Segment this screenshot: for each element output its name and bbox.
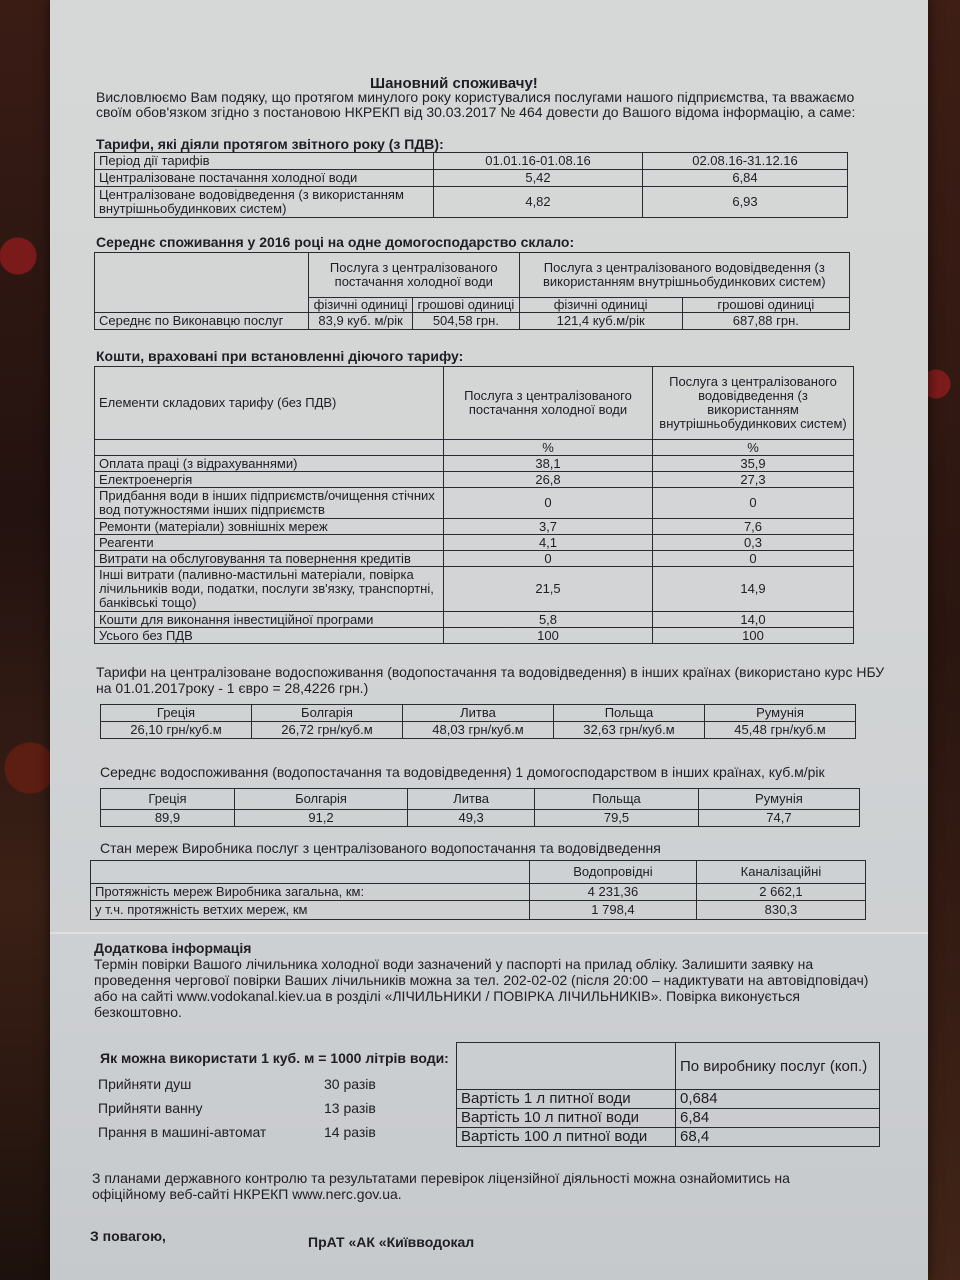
- foreign-consumption-table: [100, 788, 860, 827]
- table-cell: 01.01.16-01.08.16: [434, 153, 643, 170]
- table-cell: 35,9: [653, 456, 854, 472]
- table-row: [95, 187, 848, 218]
- table-row: [95, 313, 850, 330]
- table-cell: Витрати на обслуговування та повернення кредитів: [95, 551, 444, 567]
- table-header: Болгарія: [252, 705, 403, 722]
- table-cell: у т.ч. протяжність ветхих мереж, км: [91, 901, 530, 920]
- signature-regards: З повагою,: [90, 1228, 166, 1244]
- table-row: [95, 567, 854, 612]
- usage-value: 30 разів: [324, 1076, 376, 1092]
- table-cell: 6,84: [643, 170, 848, 187]
- table-cell: фізичні одиниці: [519, 298, 682, 313]
- usage-value: 13 разів: [324, 1100, 376, 1116]
- intro-text: Висловлюємо Вам подяку, що протягом минулого року користувалися послугами нашого підприємства, та вважаємо своїм обов'язком згідно з постановою НКРЕКП від 30.03.2017 № 464 довести до Вашого відома інформацію, а саме:: [96, 89, 856, 120]
- table-cell: 48,03 грн/куб.м: [403, 722, 554, 739]
- price-table: [456, 1042, 880, 1147]
- table-cell: 89,9: [101, 810, 235, 827]
- table-cell: Реагенти: [95, 535, 444, 551]
- table-row: [95, 472, 854, 488]
- table-header: Послуга з централізованого постачання холодної води: [309, 253, 520, 298]
- additional-heading: Додаткова інформація: [94, 940, 252, 956]
- table-cell: 830,3: [696, 901, 865, 920]
- table-cell: 687,88 грн.: [682, 313, 849, 330]
- table-cell: 26,10 грн/куб.м: [101, 722, 252, 739]
- table-cell: 0,684: [676, 1090, 880, 1109]
- table-cell: Протяжність мереж Виробника загальна, км:: [91, 884, 530, 901]
- table-cell: Середнє по Виконавцю послуг: [95, 313, 309, 330]
- table-row: [95, 367, 854, 440]
- tariffs-heading: Тарифи, які діяли протягом звітного року (з ПДВ):: [96, 136, 444, 152]
- table-row: [457, 1128, 880, 1147]
- table-cell: 4 231,36: [530, 884, 697, 901]
- table-cell: грошові одиниці: [682, 298, 849, 313]
- table-header: Каналізаційні: [696, 861, 865, 884]
- costs-heading: Кошти, враховані при встановленні діючого тарифу:: [96, 348, 464, 364]
- table-cell: 121,4 куб.м/рік: [519, 313, 682, 330]
- table-cell: 45,48 грн/куб.м: [705, 722, 856, 739]
- table-cell: 0: [444, 551, 653, 567]
- table-header: Румунія: [705, 705, 856, 722]
- document-title: Шановний споживачу!: [370, 75, 538, 92]
- table-cell: [457, 1043, 676, 1090]
- table-cell: 3,7: [444, 519, 653, 535]
- consumption-table: [94, 252, 850, 330]
- table-cell: 74,7: [698, 810, 859, 827]
- table-header: Румунія: [698, 789, 859, 810]
- table-cell: 26,72 грн/куб.м: [252, 722, 403, 739]
- table-row: [95, 456, 854, 472]
- paper-fold: [50, 932, 928, 934]
- table-cell: 49,3: [408, 810, 535, 827]
- table-row: [95, 519, 854, 535]
- table-cell: Інші витрати (паливно-мастильні матеріали, повірка лічильників води, податки, послуги зв'язку, транспортні, банківські тощо): [95, 567, 444, 612]
- table-header: Польща: [554, 705, 705, 722]
- table-cell: Вартість 1 л питної води: [457, 1090, 676, 1109]
- table-header: Послуга з централізованого водовідведення (з використанням внутрішньобудинкових систем): [653, 367, 854, 440]
- table-row: [95, 551, 854, 567]
- table-cell: 100: [444, 628, 653, 644]
- table-row: [91, 861, 866, 884]
- table-cell: Усього без ПДВ: [95, 628, 444, 644]
- table-row: [457, 1090, 880, 1109]
- table-header: Елементи складових тарифу (без ПДВ): [95, 367, 444, 440]
- footer-text: З планами державного контролю та результатами перевірок ліцензійної діяльності можна ознайомитись на офіційному веб-сайті НКРЕКП www.nerc.gov.ua.: [92, 1170, 790, 1202]
- usage-label: Прийняти душ: [98, 1076, 192, 1092]
- table-cell: 4,82: [434, 187, 643, 218]
- table-cell: грошові одиниці: [413, 298, 519, 313]
- additional-info: [94, 940, 884, 1020]
- table-cell: 26,8: [444, 472, 653, 488]
- table-cell: %: [653, 440, 854, 456]
- table-cell: [95, 253, 309, 313]
- table-cell: 91,2: [234, 810, 407, 827]
- table-cell: 6,93: [643, 187, 848, 218]
- table-cell: Централізоване водовідведення (з використанням внутрішньобудинкових систем): [95, 187, 434, 218]
- table-header: Польща: [535, 789, 699, 810]
- table-header: Послуга з централізованого водовідведення (з використанням внутрішньобудинкових систем): [519, 253, 849, 298]
- table-row: [91, 884, 866, 901]
- table-cell: 0,3: [653, 535, 854, 551]
- table-cell: 0: [653, 488, 854, 519]
- signature-org: ПрАТ «АК «Київводокал: [308, 1234, 475, 1250]
- table-cell: 02.08.16-31.12.16: [643, 153, 848, 170]
- table-cell: 38,1: [444, 456, 653, 472]
- table-cell: 83,9 куб. м/рік: [309, 313, 413, 330]
- table-row: [95, 170, 848, 187]
- networks-heading: Стан мереж Виробника послуг з централізованого водопостачання та водовідведення: [100, 840, 661, 856]
- foreign-tariffs-table: [100, 704, 856, 739]
- costs-table: [94, 366, 854, 644]
- foreign-tariffs-heading: Тарифи на централізоване водоспоживання (водопостачання та водовідведення) в інших країнах (використано курс НБУ на 01.01.2017року - 1 євро = 28,4226 грн.): [96, 664, 885, 696]
- table-cell: 5,42: [434, 170, 643, 187]
- table-cell: 100: [653, 628, 854, 644]
- usage-label: Прання в машині-автомат: [98, 1124, 267, 1140]
- table-header: По виробнику послуг (коп.): [676, 1043, 880, 1090]
- table-cell: 21,5: [444, 567, 653, 612]
- table-cell: Ремонти (матеріали) зовнішніх мереж: [95, 519, 444, 535]
- table-cell: [95, 440, 444, 456]
- table-row: [95, 440, 854, 456]
- table-header: Послуга з централізованого постачання холодної води: [444, 367, 653, 440]
- networks-table: [90, 860, 866, 920]
- table-cell: фізичні одиниці: [309, 298, 413, 313]
- table-row: [101, 810, 860, 827]
- foreign-consumption-heading: Середнє водоспоживання (водопостачання та водовідведення) 1 домогосподарством в інших країнах, куб.м/рік: [100, 764, 825, 780]
- table-row: [95, 488, 854, 519]
- table-header: Водопровідні: [530, 861, 697, 884]
- table-row: [95, 612, 854, 628]
- table-header: Болгарія: [234, 789, 407, 810]
- usage-label: Прийняти ванну: [98, 1100, 203, 1116]
- table-cell: 0: [653, 551, 854, 567]
- table-row: [101, 789, 860, 810]
- document-paper: [50, 0, 928, 1280]
- table-cell: Кошти для виконання інвестиційної програми: [95, 612, 444, 628]
- table-row: [101, 705, 856, 722]
- table-cell: 1 798,4: [530, 901, 697, 920]
- additional-text: Термін повірки Вашого лічильника холодної води зазначений у паспорті на прилад обліку. Залишити заявку на проведення чергової повірки Ваших лічильників можна за тел. 202-02-02 (після 20:00 – надиктувати на автовідповідач) або на сайті www.vodokanal.kiev.ua в розділі «ЛІЧИЛЬНИКИ / ПОВІРКА ЛІЧИЛЬНИКІВ». Повірка виконується безкоштовно.: [94, 956, 869, 1020]
- table-cell: 27,3: [653, 472, 854, 488]
- consumption-heading: Середнє споживання у 2016 році на одне домогосподарство склало:: [96, 234, 575, 250]
- table-header: Греція: [101, 789, 235, 810]
- table-cell: 4,1: [444, 535, 653, 551]
- table-cell: Вартість 100 л питної води: [457, 1128, 676, 1147]
- table-header: Литва: [403, 705, 554, 722]
- table-cell: 14,0: [653, 612, 854, 628]
- table-cell: Централізоване постачання холодної води: [95, 170, 434, 187]
- table-row: [95, 628, 854, 644]
- table-cell: 32,63 грн/куб.м: [554, 722, 705, 739]
- table-cell: Оплата праці (з відрахуваннями): [95, 456, 444, 472]
- table-cell: Електроенергія: [95, 472, 444, 488]
- table-cell: 79,5: [535, 810, 699, 827]
- table-row: [95, 153, 848, 170]
- table-row: [457, 1109, 880, 1128]
- usage-heading: Як можна використати 1 куб. м = 1000 літрів води:: [100, 1050, 449, 1066]
- table-cell: 7,6: [653, 519, 854, 535]
- table-cell: 14,9: [653, 567, 854, 612]
- table-cell: Вартість 10 л питної води: [457, 1109, 676, 1128]
- table-cell: 2 662,1: [696, 884, 865, 901]
- table-row: [95, 535, 854, 551]
- table-cell: %: [444, 440, 653, 456]
- table-row: [95, 253, 850, 298]
- table-cell: Придбання води в інших підприємств/очищення стічних вод потужностями інших підприємств: [95, 488, 444, 519]
- table-row: [457, 1043, 880, 1090]
- table-cell: 0: [444, 488, 653, 519]
- usage-value: 14 разів: [324, 1124, 376, 1140]
- table-cell: [91, 861, 530, 884]
- table-cell: 68,4: [676, 1128, 880, 1147]
- table-cell: 6,84: [676, 1109, 880, 1128]
- table-cell: 5,8: [444, 612, 653, 628]
- table-row: [91, 901, 866, 920]
- table-header: Греція: [101, 705, 252, 722]
- table-cell: Період дії тарифів: [95, 153, 434, 170]
- table-cell: 504,58 грн.: [413, 313, 519, 330]
- table-header: Литва: [408, 789, 535, 810]
- tariffs-table: [94, 152, 848, 218]
- table-row: [101, 722, 856, 739]
